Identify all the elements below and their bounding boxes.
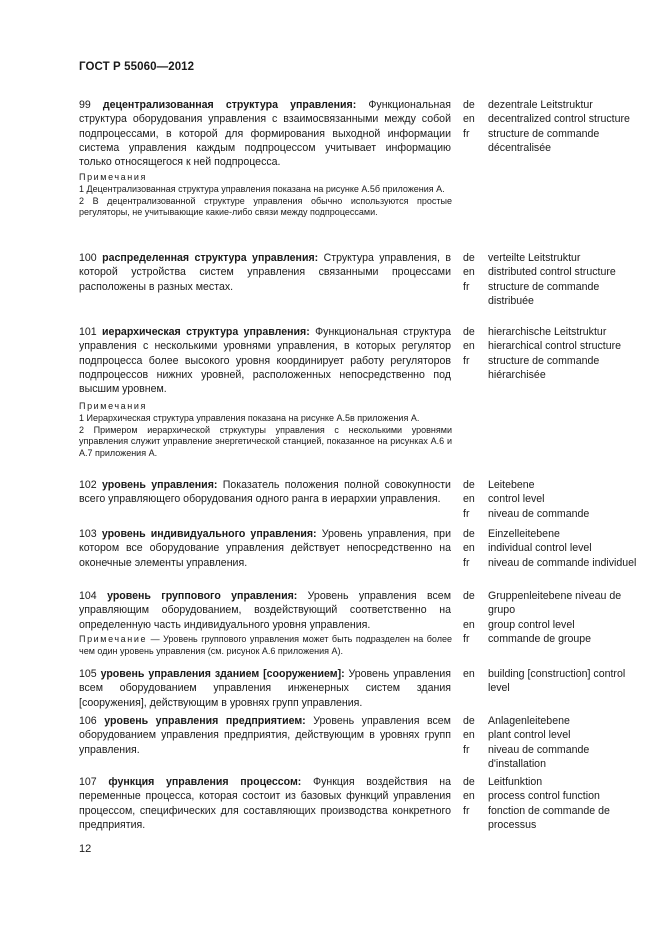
term-entry-106	[79, 714, 451, 757]
lang-code: fr	[463, 804, 470, 817]
translation: structure de commande décentralisée	[488, 127, 600, 154]
term-entry-102	[79, 478, 451, 507]
lang-code: en	[463, 618, 475, 631]
translations-106	[463, 714, 643, 771]
term-entry-107	[79, 775, 451, 832]
entry-term: функция управления процессом:	[108, 776, 302, 788]
document-header: ГОСТ Р 55060—2012	[79, 61, 195, 73]
translations-103	[463, 527, 643, 570]
translation: niveau de commande individuel	[488, 556, 637, 569]
note-line: 1 Децентрализованная структура управления показана на рисунке А.5б приложения А.	[79, 183, 445, 194]
entry-number: 105	[79, 668, 97, 680]
term-entry-101	[79, 325, 451, 396]
entry-term: уровень индивидуального управления:	[101, 528, 317, 540]
lang-code: en	[463, 113, 475, 126]
lang-code: de	[463, 715, 475, 727]
lang-code: en	[463, 493, 475, 506]
entry-number: 106	[79, 715, 97, 727]
translation: hierarchische Leitstruktur	[488, 326, 607, 338]
entry-definition: Уровень управления всем оборудованием управления инженерных систем здания [сооружения], действующим в уровнях групп управления.	[79, 668, 451, 709]
entry-definition: Уровень управления всем оборудованием управления предприятия, действующим в уровнях групп управления.	[79, 715, 451, 756]
translations-99	[463, 98, 643, 155]
translation: niveau de commande d'installation	[488, 743, 590, 770]
note-line: 2 Примером иерархической стркуктуры управления с несколькими уровнями управления служит управление энергетической станцией, показанное на рисунках А.6 и А.7 приложения А.	[79, 424, 452, 459]
entry-number: 104	[79, 590, 97, 602]
translation: hierarchical control structure	[488, 340, 622, 353]
lang-code: fr	[463, 127, 470, 140]
translation: Einzelleitebene	[488, 528, 560, 540]
translation: group control level	[488, 618, 575, 631]
entry-term: уровень управления:	[102, 479, 218, 491]
translation: individual control level	[488, 542, 592, 555]
entry-term: уровень группового управления:	[107, 590, 298, 602]
translation: Leitfunktion	[488, 776, 543, 788]
entry-definition: Уровень управления всем управляющим оборудованием, воздействующий соответственно на определенную часть индивидуального уровня управления.	[79, 590, 451, 631]
term-entry-105	[79, 667, 451, 710]
entry-definition: Функциональная структура оборудования управления с взаимосвязанными между собой подпроцессами, в которой для формирования выходной информации система управления каждым подпроцессом учитывает информацию только относящегося к ней подпроцесса.	[79, 99, 451, 169]
note-title: Примечание	[79, 634, 148, 644]
lang-code: de	[463, 99, 475, 111]
translation: plant control level	[488, 729, 571, 742]
term-entry-99	[79, 98, 451, 169]
translations-100	[463, 251, 643, 308]
translations-104	[463, 589, 643, 646]
lang-code: fr	[463, 280, 470, 293]
entry-number: 103	[79, 528, 97, 540]
lang-code: en	[463, 340, 475, 353]
entry-term: распределенная структура управления:	[102, 252, 319, 264]
note-99	[79, 172, 452, 219]
translation: Gruppenleitebene niveau de grupo	[488, 590, 622, 617]
entry-number: 102	[79, 479, 97, 491]
lang-code: de	[463, 479, 475, 491]
translations-101	[463, 325, 643, 382]
lang-code: en	[463, 790, 475, 803]
translation: process control function	[488, 790, 600, 803]
translation: dezentrale Leitstruktur	[488, 99, 593, 111]
entry-number: 99	[79, 99, 91, 111]
translation: fonction de commande de processus	[488, 804, 610, 831]
translation: Leitebene	[488, 479, 535, 491]
entry-definition: Уровень управления, при котором все оборудование управления действует непосредственно на оконечные элементы управления.	[79, 528, 451, 569]
translation: verteilte Leitstruktur	[488, 252, 581, 264]
note-104	[79, 634, 452, 658]
lang-code: de	[463, 252, 475, 264]
lang-code: fr	[463, 743, 470, 756]
lang-code: de	[463, 590, 475, 602]
lang-code: en	[463, 542, 475, 555]
term-entry-104	[79, 589, 451, 632]
lang-code: en	[463, 668, 475, 680]
entry-definition: Показатель положения полной совокупности всего управляющего оборудования одного ранга в иерархии управления.	[79, 479, 451, 506]
entry-term: иерархическая структура управления:	[102, 326, 310, 338]
translations-105	[463, 667, 643, 696]
translation: distributed control structure	[488, 266, 616, 279]
note-line: 1 Иерархическая структура управления показана на рисунке А.5в приложения А.	[79, 412, 420, 423]
note-title: Примечания	[79, 172, 147, 182]
translation: decentralized control structure	[488, 113, 630, 126]
translation: commande de groupe	[488, 632, 592, 645]
lang-code: de	[463, 326, 475, 338]
entry-number: 107	[79, 776, 97, 788]
translation: building [construction] control level	[488, 668, 626, 695]
term-entry-103	[79, 527, 451, 570]
entry-number: 101	[79, 326, 97, 338]
translation: control level	[488, 493, 545, 506]
entry-term: уровень управления предприятием:	[104, 715, 306, 727]
entry-definition: Функциональная структура управления с несколькими уровнями управления, в которых регулятор подпроцесса более высокого уровня координирует работу регуляторов подпроцессов нижних уровней, расположенных непосредственно под высшим уровнем.	[79, 326, 451, 396]
lang-code: de	[463, 528, 475, 540]
translation: structure de commande distribuée	[488, 280, 600, 307]
entry-term: децентрализованная структура управления:	[102, 99, 357, 111]
entry-definition: Структура управления, в которой устройства систем управления связанными процессами расположены в разных местах.	[79, 252, 452, 293]
note-101	[79, 401, 452, 460]
page-number: 12	[79, 843, 92, 855]
entry-definition: Функция воздействия на переменные процесса, которая состоит из базовых функций управления процессом, специфических для составляющих производства конкретного предприятия.	[79, 776, 452, 831]
lang-code: fr	[463, 632, 470, 645]
lang-code: en	[463, 729, 475, 742]
note-title: Примечания	[79, 401, 147, 411]
translation: niveau de commande	[488, 507, 590, 520]
lang-code: de	[463, 776, 475, 788]
lang-code: fr	[463, 507, 470, 520]
lang-code: fr	[463, 354, 470, 367]
note-line: 2 В децентрализованной структуре управления обычно используются простые регуляторы, не учитывающие какие-либо связи между подпроцессами.	[79, 195, 452, 218]
note-text: — Уровень группового управления может быть подразделен на более чем один уровень управления (см. рисунок А.6 приложения А).	[79, 634, 452, 656]
lang-code: fr	[463, 556, 470, 569]
translation: Anlagenleitebene	[488, 715, 570, 727]
term-entry-100	[79, 251, 451, 294]
entry-number: 100	[79, 252, 97, 264]
translations-107	[463, 775, 643, 832]
translation: structure de commande hiérarchisée	[488, 354, 600, 381]
translations-102	[463, 478, 643, 521]
entry-term: уровень управления зданием [сооружением]:	[100, 668, 345, 680]
lang-code: en	[463, 266, 475, 279]
